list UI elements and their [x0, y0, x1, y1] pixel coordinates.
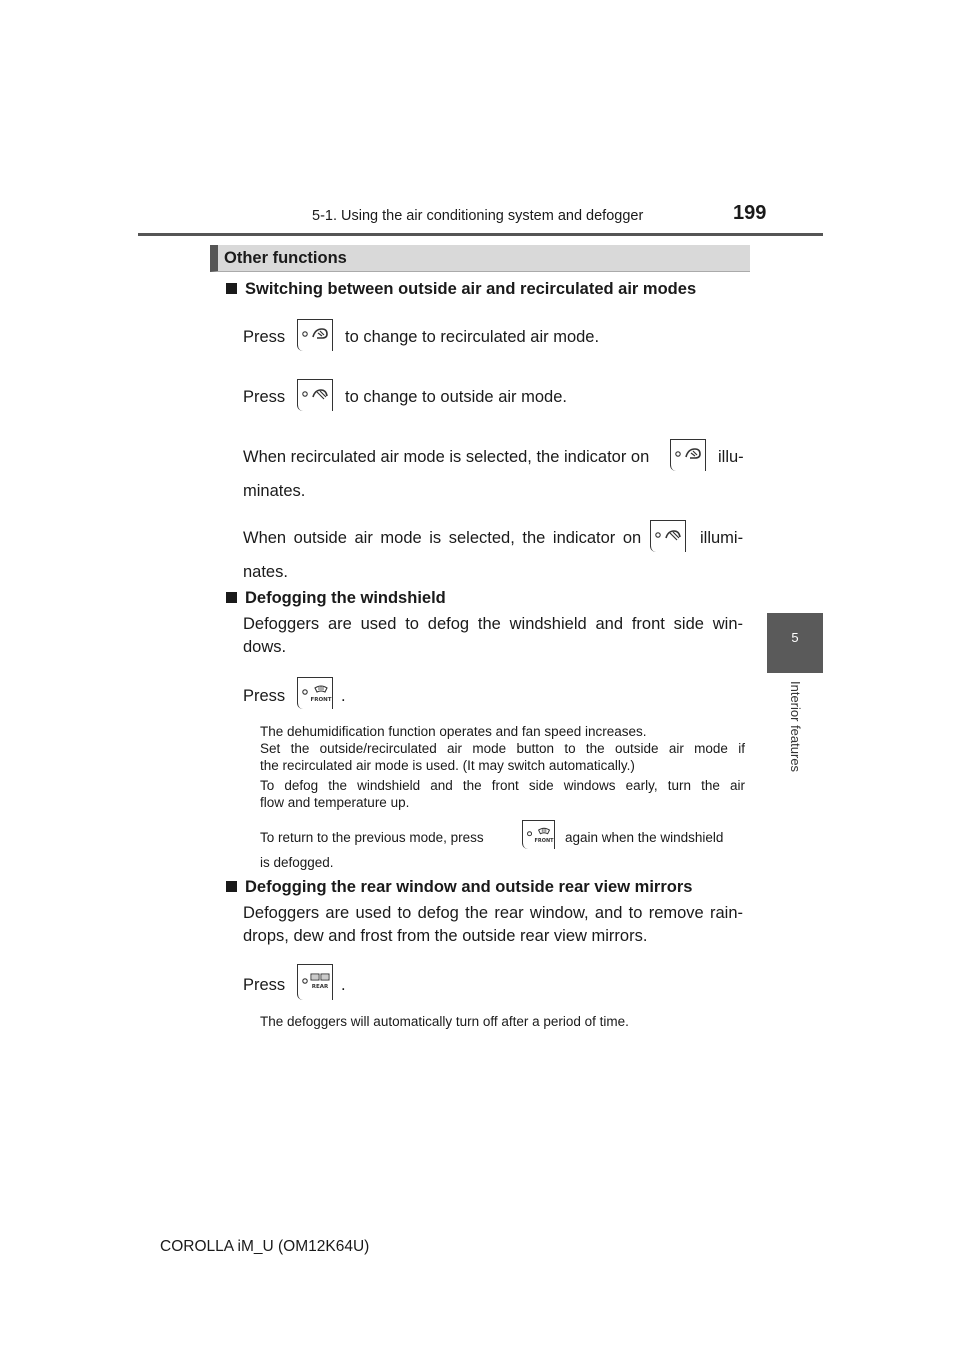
chapter-label: [767, 681, 823, 786]
header-rule: [138, 233, 823, 236]
recirc-indicator-pre: When recirculated air mode is selected, the indicator on: [243, 448, 650, 466]
chapter-label-text: Interior features: [788, 681, 803, 773]
front-defogger-button-icon: [297, 677, 333, 709]
section-title: Other functions: [224, 249, 347, 267]
bullet-square-icon: [226, 283, 237, 294]
rear-line2: drops, dew and frost from the outside rear view mirrors.: [243, 927, 648, 945]
windshield-note1: The dehumidification function operates and fan speed increases.: [260, 724, 647, 739]
outside-air-indicator-icon: [650, 520, 686, 552]
page-number: 199: [733, 202, 767, 224]
outside-indicator-pre: When outside air mode is selected, the indicator on: [243, 529, 642, 547]
bullet-square-icon: [226, 592, 237, 603]
press-recirc-pre: Press: [243, 328, 286, 346]
outside-air-button-icon: [297, 379, 333, 411]
rear-note: The defoggers will automatically turn off after a period of time.: [260, 1014, 629, 1029]
rear-defogger-button-icon: [297, 964, 333, 1000]
chapter-number: 5: [791, 630, 799, 645]
section-title-bar: [210, 245, 750, 272]
outside-indicator-line2: nates.: [243, 563, 288, 581]
rear-heading: Defogging the rear window and outside rear view mirrors: [226, 878, 692, 898]
windshield-heading: Defogging the windshield: [226, 589, 446, 609]
rear-press-post: .: [341, 976, 346, 994]
switching-heading: Switching between outside air and recirculated air modes: [226, 280, 696, 300]
windshield-line2: dows.: [243, 638, 287, 656]
front-label: FRONT: [310, 697, 332, 703]
windshield-note2: Set the outside/recirculated air mode button to the outside air mode if: [260, 741, 745, 756]
rear-line1: Defoggers are used to defog the rear window, and to remove rain-: [243, 904, 743, 922]
windshield-note4: To defog the windshield and the front side windows early, turn the air: [260, 778, 745, 793]
outside-indicator-post: illumi-: [700, 529, 744, 547]
windshield-line1: Defoggers are used to defog the windshield and front side win-: [243, 615, 743, 633]
windshield-note3: the recirculated air mode is used. (It may switch automatically.): [260, 758, 635, 773]
windshield-press-post: .: [341, 687, 346, 705]
rear-press-pre: Press: [243, 976, 286, 994]
recirculated-air-indicator-icon: [670, 439, 706, 471]
press-outside-post: to change to outside air mode.: [345, 388, 567, 406]
recirc-indicator-post: illu-: [718, 448, 744, 466]
rear-label: REAR: [311, 984, 329, 990]
windshield-return-post: again when the windshield: [565, 830, 724, 845]
windshield-note5: flow and temperature up.: [260, 795, 410, 810]
front-label-small: FRONT: [534, 837, 554, 844]
windshield-return-line2: is defogged.: [260, 855, 334, 870]
footer-model: COROLLA iM_U (OM12K64U): [160, 1238, 370, 1255]
press-recirc-post: to change to recirculated air mode.: [345, 328, 600, 346]
front-defogger-button-small-icon: [522, 820, 555, 849]
windshield-return-pre: To return to the previous mode, press: [260, 830, 484, 845]
recirculated-air-button-icon: [297, 319, 333, 351]
header-section-title: 5-1. Using the air conditioning system and defogger: [312, 208, 644, 224]
windshield-press-pre: Press: [243, 687, 286, 705]
recirc-indicator-line2: minates.: [243, 482, 306, 500]
press-outside-pre: Press: [243, 388, 286, 406]
bullet-square-icon: [226, 881, 237, 892]
